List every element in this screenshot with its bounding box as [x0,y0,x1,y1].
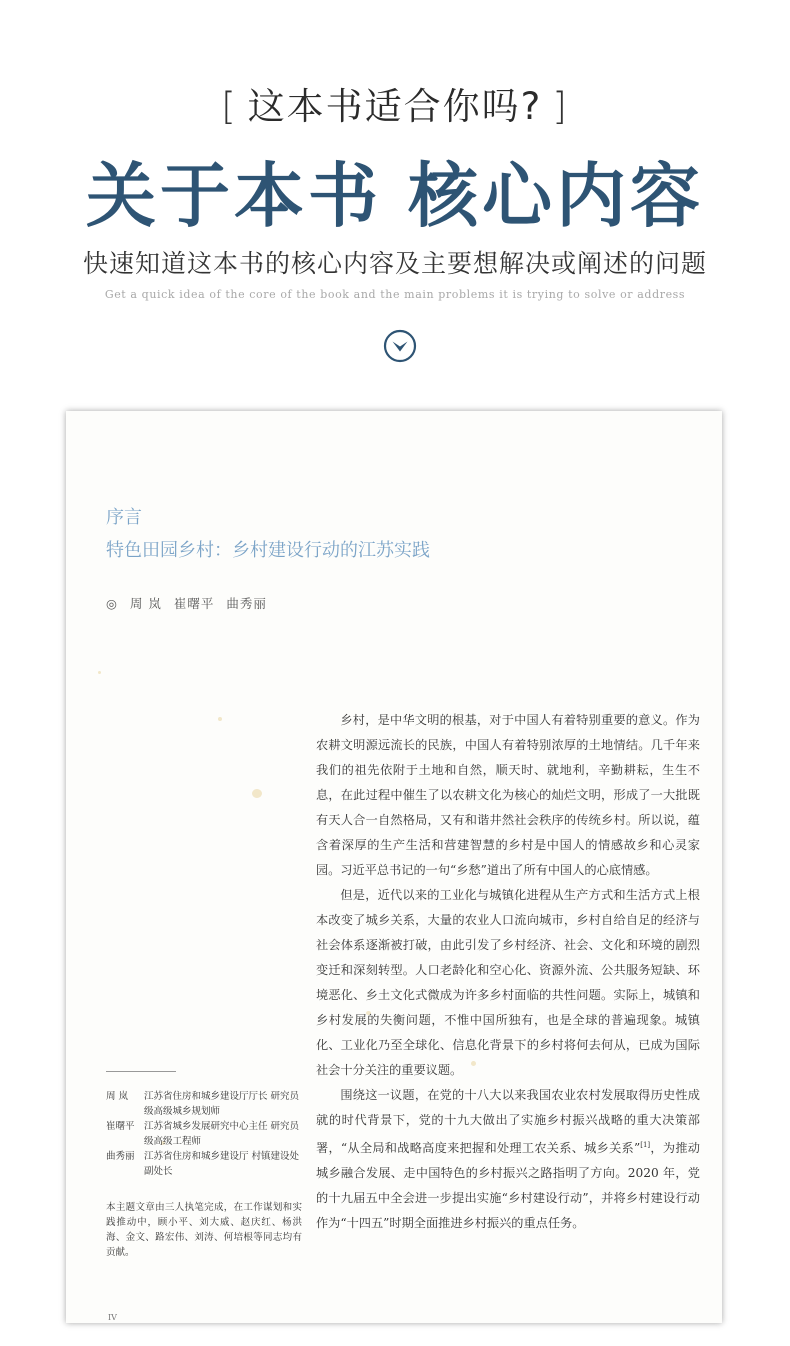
paragraph-text: 围绕这一议题，在党的十八大以来我国农业农村发展取得历史性成就的时代背景下，党的十九大做出了实施乡村振兴战略的重大决策部署，“从全局和战略高度来把握和处理工农关系、城乡关系” [316,1088,700,1156]
preface-label: 序言 [106,507,142,528]
note-author-role: 江苏省住房和城乡建设厅厅长 研究员级高级城乡规划师 [144,1091,300,1117]
body-paragraph: 但是，近代以来的工业化与城镇化进程从生产方式和生活方式上根本改变了城乡关系，大量的农业人口流向城市，乡村自给自足的经济与社会体系逐渐被打破，由此引发了乡村经济、社会、文化和环境的剧烈变迁和深刻转型。人口老龄化和空心化、资源外流、公共服务短缺、环境恶化、乡土文化式微成为许多乡村面临的共性问题。实际上，城镇和乡村发展的失衡问题，不惟中国所独有，也是全球的普遍现象。城镇化、工业化乃至全球化、信息化背景下的乡村将何去何从，已成为国际社会十分关注的重要议题。 [316,888,700,1077]
author-name: 周 岚 [129,596,162,611]
paragraph-text: ，为推动城乡融合发展、走中国特色的乡村振兴之路指明了方向。2020 年，党的十九届五中全会进一步提出实施“乡村建设行动”，并将乡村建设行动作为“十四五”时期全面推进乡村振兴的重点任务。 [316,1141,700,1231]
right-bracket: ] [552,85,569,128]
footnote-divider [106,1071,176,1072]
note-author-name: 曲秀丽 [106,1151,135,1162]
body-paragraph [316,1083,700,1236]
author-note [106,1089,302,1119]
author-line [106,594,267,612]
book-page-image [66,411,722,1323]
question-text: 这本书适合你吗? [247,85,543,128]
main-title-part2: 核心内容 [408,154,704,237]
page-number: IV [108,1313,117,1322]
body-paragraph: 乡村，是中华文明的根基，对于中国人有着特别重要的意义。作为农耕文明源远流长的民族，中国人有着特别浓厚的土地情结。几千年来我们的祖先依附于土地和自然，顺天时、就地利，辛勤耕耘，生生不息，在此过程中催生了以农耕文化为核心的灿烂文明，形成了一大批既有天人合一自然格局，又有和谐井然社会秩序的传统乡村。所以说，蕴含着深厚的生产生活和营建智慧的乡村是中国人的情感故乡和心灵家园。习近平总书记的一句“乡愁”道出了所有中国人的心底情感。 [316,713,700,877]
author-name: 曲秀丽 [226,596,267,611]
left-bracket: [ [221,85,238,128]
section-question-heading [0,76,790,130]
author-note [106,1149,302,1179]
author-marker: ◎ [106,596,118,611]
preface-body [316,708,700,1236]
subtitle-chinese: 快速知道这本书的核心内容及主要想解决或阐述的问题 [82,249,707,278]
chevron-down-circle-icon[interactable] [383,329,417,363]
credits-note: 本主题文章由三人执笔完成，在工作谋划和实践推动中，顾小平、刘大威、赵庆红、杨洪海、金文、路宏伟、刘涛、何培根等同志均有贡献。 [106,1202,302,1258]
footnote-reference: [1] [640,1141,651,1149]
preface-title: 特色田园乡村：乡村建设行动的江苏实践 [106,540,430,561]
subtitle-english: Get a quick idea of the core of the book and the main problems it is trying to solve or address [104,288,686,301]
main-title [0,140,790,241]
note-author-name: 周 岚 [106,1091,129,1102]
author-note [106,1119,302,1149]
note-author-role: 江苏省住房和城乡建设厅 村镇建设处副处长 [144,1151,300,1177]
note-author-name: 崔曙平 [106,1121,135,1132]
main-title-part1: 关于本书 [86,154,382,237]
author-notes [106,1089,302,1179]
note-author-role: 江苏省城乡发展研究中心主任 研究员级高级工程师 [144,1121,300,1147]
author-name: 崔曙平 [173,596,215,611]
